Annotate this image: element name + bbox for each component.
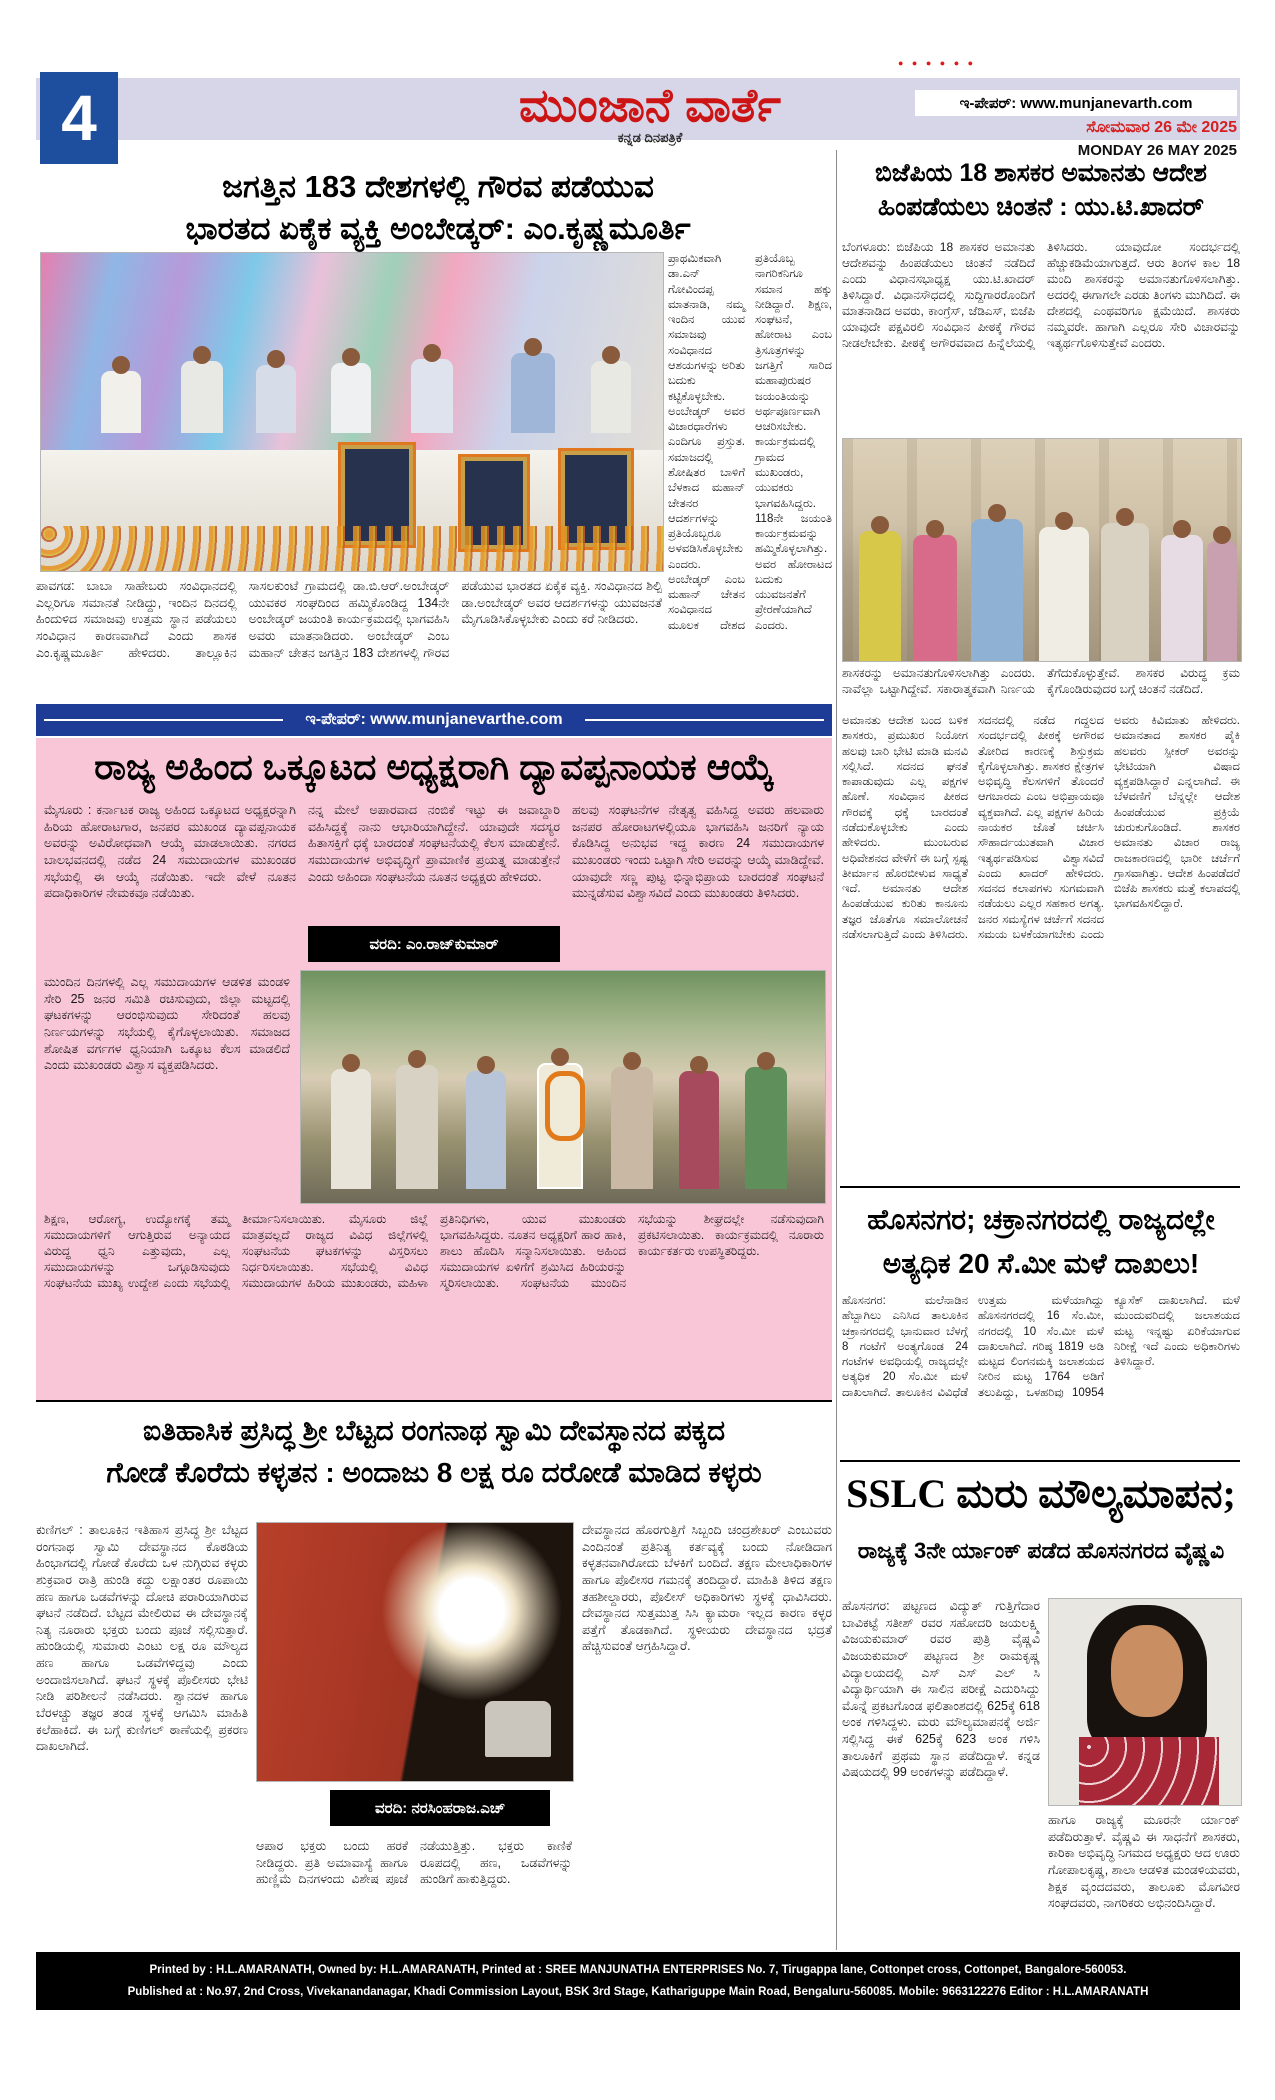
ahinda-top-columns <box>44 802 824 962</box>
masthead-subtitle: ಕನ್ನಡ ದಿನಪತ್ರಿಕೆ <box>617 130 683 145</box>
ahinda-side-column: ಮುಂದಿನ ದಿನಗಳಲ್ಲಿ ಎಲ್ಲ ಸಮುದಾಯಗಳ ಆಡಳಿತ ಮಂಡಳಿ ಸೇರಿ 25 ಜನರ ಸಮಿತಿ ರಚಿಸುವುದು, ಜಿಲ್ಲಾ ಮಟ್ಟದಲ್ಲಿ ಘಟಕಗಳನ್ನು ಆರಂಭಿಸುವುದು ಸೇರಿದಂತೆ ಹಲವು ನಿರ್ಣಯಗಳನ್ನು ಸಭೆಯಲ್ಲಿ ಕೈಗೊಳ್ಳಲಾಯಿತು. ಸಮಾಜದ ಶೋಷಿತ ವರ್ಗಗಳ ಧ್ವನಿಯಾಗಿ ಒಕ್ಕೂಟ ಕೆಲಸ ಮಾಡಲಿದೆ ಎಂದು ಮುಖಂಡರು ವಿಶ್ವಾಸ ವ್ಯಕ್ತಪಡಿಸಿದರು. <box>44 975 290 1073</box>
person-figure <box>859 531 901 661</box>
theft-col1: ಕುಣಿಗಲ್ : ತಾಲೂಕಿನ ಇತಿಹಾಸ ಪ್ರಸಿದ್ಧ ಶ್ರೀ ಬೆಟ್ಟದ ರಂಗನಾಥ ಸ್ವಾಮಿ ದೇವಸ್ಥಾನದ ಕೊಠಡಿಯ ಹಿಂಭಾಗದಲ್ಲಿ ಗೋಡೆ ಕೊರೆದು ಒಳ ನುಗ್ಗಿರುವ ಕಳ್ಳರು ಶುಕ್ರವಾರ ರಾತ್ರಿ ಹುಂಡಿ ಕದ್ದು ಲಕ್ಷಾಂತರ ರೂಪಾಯಿ ಹಣ ಹಾಗೂ ಒಡವೆಗಳನ್ನು ದೋಚಿ ಪರಾರಿಯಾಗಿರುವ ಘಟನೆ ನಡೆದಿದೆ. ಬೆಟ್ಟದ ಮೇಲಿರುವ ಈ ದೇವಸ್ಥಾನಕ್ಕೆ ನಿತ್ಯ ನೂರಾರು ಭಕ್ತರು ಬಂದು ಪೂಜೆ ಸಲ್ಲಿಸುತ್ತಾರೆ. ಹುಂಡಿಯಲ್ಲಿ ಸುಮಾರು ಎಂಟು ಲಕ್ಷ ರೂ ಮೌಲ್ಯದ ಹಣ ಹಾಗೂ ಒಡವೆಗಳಿದ್ದವು ಎಂದು ಅಂದಾಜಿಸಲಾಗಿದೆ. ಘಟನೆ ಸ್ಥಳಕ್ಕೆ ಪೊಲೀಸರು ಭೇಟಿ ನೀಡಿ ಪರಿಶೀಲನೆ ನಡೆಸಿದರು. ಶ್ವಾನದಳ ಹಾಗೂ ಬೆರಳಚ್ಚು ತಜ್ಞರ ತಂಡ ಸ್ಥಳಕ್ಕೆ ಆಗಮಿಸಿ ಮಾಹಿತಿ ಕಲೆಹಾಕಿದೆ. ಈ ಬಗ್ಗೆ ಕುಣಿಗಲ್ ಠಾಣೆಯಲ್ಲಿ ಪ್ರಕರಣ ದಾಖಲಾಗಿದೆ. <box>36 1523 248 1754</box>
date-kannada: ಸೋಮವಾರ 26 ಮೇ 2025 <box>1086 119 1237 136</box>
rain-body-columns: ಹೊಸನಗರ: ಮಲೆನಾಡಿನ ಹೆಬ್ಬಾಗಿಲು ಎನಿಸಿದ ತಾಲೂಕಿನ ಚಕ್ರಾನಗರದಲ್ಲಿ ಭಾನುವಾರ ಬೆಳಗ್ಗೆ 8 ಗಂಟೆಗೆ ಅಂತ್ಯಗೊಂಡ 24 ಗಂಟೆಗಳ ಅವಧಿಯಲ್ಲಿ ರಾಜ್ಯದಲ್ಲೇ ಅತ್ಯಧಿಕ 20 ಸೆಂ.ಮೀ ಮಳೆ ದಾಖಲಾಗಿದೆ. ತಾಲೂಕಿನ ವಿವಿಧೆಡೆ ಉತ್ತಮ ಮಳೆಯಾಗಿದ್ದು ಹೊಸನಗರದಲ್ಲಿ 16 ಸೆಂ.ಮೀ, ನಗರದಲ್ಲಿ 10 ಸೆಂ.ಮೀ ಮಳೆ ದಾಖಲಾಗಿದೆ. ಗರಿಷ್ಠ 1819 ಅಡಿ ಮಟ್ಟದ ಲಿಂಗನಮಕ್ಕಿ ಜಲಾಶಯದ ನೀರಿನ ಮಟ್ಟ 1764 ಅಡಿಗೆ ತಲುಪಿದ್ದು, ಒಳಹರಿವು 10954 ಕ್ಯೂಸೆಕ್ ದಾಖಲಾಗಿದೆ. ಮಳೆ ಮುಂದುವರಿದಲ್ಲಿ ಜಲಾಶಯದ ಮಟ್ಟ ಇನ್ನಷ್ಟು ಏರಿಕೆಯಾಗುವ ನಿರೀಕ್ಷೆ ಇದೆ ಎಂದು ಅಧಿಕಾರಿಗಳು ತಿಳಿಸಿದ್ದಾರೆ. <box>842 1295 1240 1399</box>
bjp-headline-line2: ಹಿಂಪಡೆಯಲು ಚಿಂತನೆ : ಯು.ಟಿ.ಖಾದರ್ <box>878 193 1204 221</box>
flower-garland-strip <box>41 526 663 571</box>
person-figure <box>1161 535 1203 661</box>
person-figure <box>411 359 453 433</box>
ahinda-article-block <box>36 738 832 1400</box>
person-figure <box>913 535 957 661</box>
sslc-below-photo-text: ಹಾಗೂ ರಾಜ್ಯಕ್ಕೆ ಮೂರನೇ ರ್ಯಾಂಕ್ ಪಡೆದಿರುತ್ತಾಳೆ. ವೈಷ್ಣವಿ ಈ ಸಾಧನೆಗೆ ಶಾಸಕರು, ಕಾರಿಕಾ ಅಭಿವೃದ್ಧಿ ನಿಗಮದ ಅಧ್ಯಕ್ಷರು ಆದ ಊರು ಗೋಪಾಲಕೃಷ್ಣ, ಶಾಲಾ ಆಡಳಿತ ಮಂಡಳಿಯವರು, ಶಿಕ್ಷಕ ವೃಂದದವರು, ತಾಲೂಕು ಮೊಗವೀರ ಸಂಘದವರು, ನಾಗರಿಕರು ಅಭಿನಂದಿಸಿದ್ದಾರೆ. <box>1048 1813 1240 1911</box>
ahinda-headline: ರಾಜ್ಯ ಅಹಿಂದ ಒಕ್ಕೂಟದ ಅಧ್ಯಕ್ಷರಾಗಿ ದ್ಯಾವಪ್ಪನಾಯಕ ಆಯ್ಕೆ <box>94 746 774 787</box>
imprint-line2: Published at : No.97, 2nd Cross, Vivekanandanagar, Khadi Commission Layout, BSK 3rd Stage, Kathariguppe Main Road, Bengaluru-560085. Mobile: 9663122276 Editor : H.L.AMARANATH <box>127 1986 1149 1998</box>
sslc-headline: SSLC ಮರು ಮೌಲ್ಯಮಾಪನ; <box>846 1471 1236 1516</box>
page-number: 4 <box>40 72 118 164</box>
person-figure <box>1039 527 1089 661</box>
rain-headline-line1: ಹೊಸನಗರ; ಚಕ್ರಾನಗರದಲ್ಲಿ ರಾಜ್ಯದಲ್ಲೇ <box>867 1204 1215 1235</box>
theft-report-byline: ವರದಿ: ನರಸಿಂಹರಾಜ.ಎಚ್ <box>330 1790 550 1826</box>
epaper-url-label: ಇ-ಪೇಪರ್: www.munjanevarth.com <box>915 90 1237 116</box>
person-figure <box>256 365 296 433</box>
bjp-headline-line1: ಬಿಜೆಪಿಯ 18 ಶಾಸಕರ ಅಮಾನತು ಆದೇಶ <box>875 159 1207 187</box>
person-figure <box>101 371 141 433</box>
section-divider <box>840 1186 1240 1188</box>
person-figure <box>511 353 555 433</box>
banner-epaper-url: ಇ-ಪೇಪರ್: www.munjanevarthe.com <box>305 711 563 728</box>
ambedkar-event-photo <box>40 252 664 572</box>
theft-mid-text: ಆಪಾರ ಭಕ್ತರು ಬಂದು ಹರಕೆ ನೀಡಿದ್ದರು. ಪ್ರತಿ ಅಮಾವಾಸ್ಯೆ ಹಾಗೂ ಹುಣ್ಣಿಮೆ ದಿನಗಳಂದು ವಿಶೇಷ ಪೂಜೆ ನಡೆಯುತ್ತಿತ್ತು. ಭಕ್ತರು ಕಾಣಿಕೆ ರೂಪದಲ್ಲಿ ಹಣ, ಒಡವೆಗಳನ್ನು ಹುಂಡಿಗೆ ಹಾಕುತ್ತಿದ್ದರು. <box>256 1839 572 1887</box>
face <box>1111 1625 1183 1717</box>
garland <box>545 1071 585 1141</box>
person-figure <box>591 361 631 433</box>
theft-headline-line2: ಗೋಡೆ ಕೊರೆದು ಕಳ್ಳತನ : ಅಂದಾಜು 8 ಲಕ್ಷ ರೂ ದರೋಡೆ ಮಾಡಿದ ಕಳ್ಳರು <box>106 1457 762 1488</box>
ahinda-bottom-columns: ಶಿಕ್ಷಣ, ಆರೋಗ್ಯ, ಉದ್ಯೋಗಕ್ಕೆ ತಮ್ಮ ಸಮುದಾಯಗಳಿಗೆ ಆಗುತ್ತಿರುವ ಅನ್ಯಾಯದ ವಿರುದ್ಧ ಧ್ವನಿ ಎತ್ತುವುದು, ಎಲ್ಲ ಸಮುದಾಯಗಳನ್ನು ಒಗ್ಗೂಡಿಸುವುದು ಸಂಘಟನೆಯ ಮುಖ್ಯ ಉದ್ದೇಶ ಎಂದು ಸಭೆಯಲ್ಲಿ ತೀರ್ಮಾನಿಸಲಾಯಿತು. ಮೈಸೂರು ಜಿಲ್ಲೆ ಮಾತ್ರವಲ್ಲದೆ ರಾಜ್ಯದ ವಿವಿಧ ಜಿಲ್ಲೆಗಳಲ್ಲಿ ಸಂಘಟನೆಯ ಘಟಕಗಳನ್ನು ವಿಸ್ತರಿಸಲು ನಿರ್ಧರಿಸಲಾಯಿತು. ಸಭೆಯಲ್ಲಿ ವಿವಿಧ ಸಮುದಾಯಗಳ ಹಿರಿಯ ಮುಖಂಡರು, ಮಹಿಳಾ ಪ್ರತಿನಿಧಿಗಳು, ಯುವ ಮುಖಂಡರು ಭಾಗವಹಿಸಿದ್ದರು. ನೂತನ ಅಧ್ಯಕ್ಷರಿಗೆ ಹಾರ ಹಾಕಿ, ಶಾಲು ಹೊದಿಸಿ ಸನ್ಮಾನಿಸಲಾಯಿತು. ಅಹಿಂದ ಸಮುದಾಯಗಳ ಏಳಿಗೆಗೆ ಶ್ರಮಿಸಿದ ಹಿರಿಯರನ್ನು ಸ್ಮರಿಸಲಾಯಿತು. ಸಂಘಟನೆಯ ಮುಂದಿನ ಸಭೆಯನ್ನು ಶೀಘ್ರದಲ್ಲೇ ನಡೆಸುವುದಾಗಿ ಪ್ರಕಟಿಸಲಾಯಿತು. ಕಾರ್ಯಕ್ರಮದಲ್ಲಿ ನೂರಾರು ಕಾರ್ಯಕರ್ತರು ಉಪಸ್ಥಿತರಿದ್ದರು. <box>44 1212 824 1290</box>
person-figure <box>1207 541 1237 661</box>
theft-col3: ದೇವಸ್ಥಾನದ ಹೊರಗುತ್ತಿಗೆ ಸಿಬ್ಬಂದಿ ಚಂದ್ರಶೇಖರ್ ಎಂಬುವರು ಎಂದಿನಂತೆ ಪ್ರತಿನಿತ್ಯ ಕರ್ತವ್ಯಕ್ಕೆ ಬಂದು ನೋಡಿದಾಗ ಕಳ್ಳತನವಾಗಿರೋದು ಬೆಳಕಿಗೆ ಬಂದಿದೆ. ತಕ್ಷಣ ಮೇಲಾಧಿಕಾರಿಗಳ ಹಾಗೂ ಪೊಲೀಸರ ಗಮನಕ್ಕೆ ತಂದಿದ್ದಾರೆ. ಮಾಹಿತಿ ತಿಳಿದ ತಕ್ಷಣ ತಹಶೀಲ್ದಾರರು, ಪೊಲೀಸ್ ಅಧಿಕಾರಿಗಳು ಸ್ಥಳಕ್ಕೆ ಧಾವಿಸಿದರು. ದೇವಸ್ಥಾನದ ಸುತ್ತಮುತ್ತ ಸಿಸಿ ಕ್ಯಾಮರಾ ಇಲ್ಲದ ಕಾರಣ ಕಳ್ಳರ ಪತ್ತೆಗೆ ತೊಡಕಾಗಿದೆ. ಸ್ಥಳೀಯರು ದೇವಸ್ಥಾನದ ಭದ್ರತೆ ಹೆಚ್ಚಿಸುವಂತೆ ಆಗ್ರಹಿಸಿದ್ದಾರೆ. <box>582 1523 832 1654</box>
theft-headline-line1: ಐತಿಹಾಸಿಕ ಪ್ರಸಿದ್ಧ ಶ್ರೀ ಬೆಟ್ಟದ ರಂಗನಾಥ ಸ್ವಾಮಿ ದೇವಸ್ಥಾನದ ಪಕ್ಕದ <box>142 1415 726 1446</box>
epaper-banner <box>36 704 832 736</box>
person-figure <box>1101 523 1149 661</box>
bjp-body-columns: ಅಮಾನತು ಆದೇಶ ಬಂದ ಬಳಿಕ ಶಾಸಕರು, ಪ್ರಮುಖರ ನಿಯೋಗ ಹಲವು ಬಾರಿ ಭೇಟಿ ಮಾಡಿ ಮನವಿ ಸಲ್ಲಿಸಿದೆ. ಸದನದ ಘನತೆ ಕಾಪಾಡುವುದು ಎಲ್ಲ ಪಕ್ಷಗಳ ಹೊಣೆ. ಸಂವಿಧಾನ ಪೀಠದ ಗೌರವಕ್ಕೆ ಧಕ್ಕೆ ಬಾರದಂತೆ ನಡೆದುಕೊಳ್ಳಬೇಕು ಎಂದು ಹೇಳಿದರು. ಮುಂಬರುವ ಅಧಿವೇಶನದ ವೇಳೆಗೆ ಈ ಬಗ್ಗೆ ಸ್ಪಷ್ಟ ತೀರ್ಮಾನ ಹೊರಬೀಳುವ ಸಾಧ್ಯತೆ ಇದೆ. ಅಮಾನತು ಆದೇಶ ಹಿಂಪಡೆಯುವ ಕುರಿತು ಕಾನೂನು ತಜ್ಞರ ಜೊತೆಗೂ ಸಮಾಲೋಚನೆ ನಡೆಸಲಾಗುತ್ತಿದೆ ಎಂದು ತಿಳಿಸಿದರು. ಸದನದಲ್ಲಿ ನಡೆದ ಗದ್ದಲದ ಸಂದರ್ಭದಲ್ಲಿ ಪೀಠಕ್ಕೆ ಅಗೌರವ ತೋರಿದ ಕಾರಣಕ್ಕೆ ಶಿಸ್ತುಕ್ರಮ ಕೈಗೊಳ್ಳಲಾಗಿತ್ತು. ಶಾಸಕರ ಕ್ಷೇತ್ರಗಳ ಅಭಿವೃದ್ಧಿ ಕೆಲಸಗಳಿಗೆ ತೊಂದರೆ ಆಗಬಾರದು ಎಂಬ ಅಭಿಪ್ರಾಯವೂ ವ್ಯಕ್ತವಾಗಿದೆ. ಎಲ್ಲ ಪಕ್ಷಗಳ ಹಿರಿಯ ನಾಯಕರ ಜೊತೆ ಚರ್ಚಿಸಿ ಸೌಹಾರ್ದಯುತವಾಗಿ ವಿಚಾರ ಇತ್ಯರ್ಥಪಡಿಸುವ ವಿಶ್ವಾಸವಿದೆ ಎಂದು ಖಾದರ್ ಹೇಳಿದರು. ಸದನದ ಕಲಾಪಗಳು ಸುಗಮವಾಗಿ ನಡೆಯಲು ಎಲ್ಲರ ಸಹಕಾರ ಅಗತ್ಯ. ಜನರ ಸಮಸ್ಯೆಗಳ ಚರ್ಚೆಗೆ ಸದನದ ಸಮಯ ಬಳಕೆಯಾಗಬೇಕು ಎಂದು ಅವರು ಕಿವಿಮಾತು ಹೇಳಿದರು. ಅಮಾನತಾದ ಶಾಸಕರ ಪೈಕಿ ಹಲವರು ಸ್ಪೀಕರ್ ಅವರನ್ನು ಭೇಟಿಯಾಗಿ ವಿಷಾದ ವ್ಯಕ್ತಪಡಿಸಿದ್ದಾರೆ ಎನ್ನಲಾಗಿದೆ. ಈ ಬೆಳವಣಿಗೆ ಬೆನ್ನಲ್ಲೇ ಆದೇಶ ಹಿಂಪಡೆಯುವ ಪ್ರಕ್ರಿಯೆ ಚುರುಕುಗೊಂಡಿದೆ. ಶಾಸಕರ ಅಮಾನತು ವಿಚಾರ ರಾಜ್ಯ ರಾಜಕಾರಣದಲ್ಲಿ ಭಾರೀ ಚರ್ಚೆಗೆ ಗ್ರಾಸವಾಗಿತ್ತು. ಆದೇಶ ಹಿಂಪಡೆದರೆ ಬಿಜೆಪಿ ಶಾಸಕರು ಮತ್ತೆ ಕಲಾಪದಲ್ಲಿ ಭಾಗವಹಿಸಲಿದ್ದಾರೆ. <box>842 715 1240 941</box>
person-figure <box>466 1071 506 1189</box>
ambedkar-body-columns: ಪಾವಗಡ: ಬಾಬಾ ಸಾಹೇಬರು ಸಂವಿಧಾನದಲ್ಲಿ ಎಲ್ಲರಿಗೂ ಸಮಾನತೆ ನೀಡಿದ್ದು, ಇಂದಿನ ದಿನದಲ್ಲಿ ಹಿಂದುಳಿದ ಸಮಾಜವು ಉತ್ತಮ ಸ್ಥಾನ ಪಡೆಯಲು ಸಂವಿಧಾನ ಕಾರಣವಾಗಿದೆ ಎಂದು ಶಾಸಕ ಎಂ.ಕೃಷ್ಣಮೂರ್ತಿ ಹೇಳಿದರು. ತಾಲ್ಲೂಕಿನ ಸಾಸಲಕುಂಟೆ ಗ್ರಾಮದಲ್ಲಿ ಡಾ.ಬಿ.ಆರ್.ಅಂಬೇಡ್ಕರ್ ಯುವಕರ ಸಂಘದಿಂದ ಹಮ್ಮಿಕೊಂಡಿದ್ದ 134ನೇ ಅಂಬೇಡ್ಕರ್ ಜಯಂತಿ ಕಾರ್ಯಕ್ರಮದಲ್ಲಿ ಭಾಗವಹಿಸಿ ಅವರು ಮಾತನಾಡಿದರು. ಅಂಬೇಡ್ಕರ್ ಎಂಬ ಮಹಾನ್ ಚೇತನ ಜಗತ್ತಿನ 183 ದೇಶಗಳಲ್ಲಿ ಗೌರವ ಪಡೆಯುವ ಭಾರತದ ಏಕೈಕ ವ್ಯಕ್ತಿ. ಸಂವಿಧಾನದ ಶಿಲ್ಪಿ ಡಾ.ಅಂಬೇಡ್ಕರ್ ಅವರ ಆದರ್ಶಗಳನ್ನು ಯುವಜನತೆ ಮೈಗೂಡಿಸಿಕೊಳ್ಳಬೇಕು ಎಂದು ಕರೆ ನೀಡಿದರು. <box>36 579 662 660</box>
ambedkar-side-columns: ಪ್ರಾಥಮಿಕವಾಗಿ ಡಾ.ಎನ್ ಗೋವಿಂದಪ್ಪ ಮಾತನಾಡಿ, ನಮ್ಮ ಇಂದಿನ ಯುವ ಸಮಾಜವು ಸಂವಿಧಾನದ ಆಶಯಗಳನ್ನು ಅರಿತು ಬದುಕು ಕಟ್ಟಿಕೊಳ್ಳಬೇಕು. ಅಂಬೇಡ್ಕರ್ ಅವರ ವಿಚಾರಧಾರೆಗಳು ಎಂದಿಗೂ ಪ್ರಸ್ತುತ. ಸಮಾಜದಲ್ಲಿ ಶೋಷಿತರ ಬಾಳಿಗೆ ಬೆಳಕಾದ ಮಹಾನ್ ಚೇತನರ ಆದರ್ಶಗಳನ್ನು ಪ್ರತಿಯೊಬ್ಬರೂ ಅಳವಡಿಸಿಕೊಳ್ಳಬೇಕು ಎಂದರು. ಅಂಬೇಡ್ಕರ್ ಎಂಬ ಮಹಾನ್ ಚೇತನ ಸಂವಿಧಾನದ ಮೂಲಕ ದೇಶದ ಪ್ರತಿಯೊಬ್ಬ ನಾಗರಿಕನಿಗೂ ಸಮಾನ ಹಕ್ಕು ನೀಡಿದ್ದಾರೆ. ಶಿಕ್ಷಣ, ಸಂಘಟನೆ, ಹೋರಾಟ ಎಂಬ ತ್ರಿಸೂತ್ರಗಳನ್ನು ಜಗತ್ತಿಗೆ ಸಾರಿದ ಮಹಾಪುರುಷರ ಜಯಂತಿಯನ್ನು ಅರ್ಥಪೂರ್ಣವಾಗಿ ಆಚರಿಸಬೇಕು. ಕಾರ್ಯಕ್ರಮದಲ್ಲಿ ಗ್ರಾಮದ ಮುಖಂಡರು, ಯುವಕರು ಭಾಗವಹಿಸಿದ್ದರು. 118ನೇ ಜಯಂತಿ ಕಾರ್ಯಕ್ರಮವನ್ನು ಹಮ್ಮಿಕೊಳ್ಳಲಾಗಿತ್ತು. ಅವರ ಹೋರಾಟದ ಬದುಕು ಯುವಜನತೆಗೆ ಪ್ರೇರಣೆಯಾಗಿದೆ ಎಂದರು. <box>668 253 832 632</box>
person-figure <box>331 1069 371 1189</box>
vaishnavi-portrait-photo <box>1048 1598 1242 1806</box>
banner-line-right <box>585 719 824 721</box>
person-figure <box>971 519 1023 661</box>
imprint-footer <box>36 1952 1240 2010</box>
rain-headline-line2: ಅತ್ಯಧಿಕ 20 ಸೆ.ಮೀ ಮಳೆ ದಾಖಲು! <box>882 1248 1200 1279</box>
dress-floral-pattern <box>1079 1737 1219 1805</box>
masthead-title: ಮುಂಜಾನೆ ವಾರ್ತೆ <box>519 79 781 131</box>
ambedkar-headline-line1: ಜಗತ್ತಿನ 183 ದೇಶಗಳಲ್ಲಿ ಗೌರವ ಪಡೆಯುವ <box>222 169 654 204</box>
banner-line-left <box>44 719 283 721</box>
bjp-intro-columns: ಬೆಂಗಳೂರು: ಬಿಜೆಪಿಯ 18 ಶಾಸಕರ ಅಮಾನತು ಆದೇಶವನ್ನು ಹಿಂಪಡೆಯಲು ಚಿಂತನೆ ನಡೆದಿದೆ ಎಂದು ವಿಧಾನಸಭಾಧ್ಯಕ್ಷ ಯು.ಟಿ.ಖಾದರ್ ತಿಳಿಸಿದ್ದಾರೆ. ವಿಧಾನಸೌಧದಲ್ಲಿ ಸುದ್ದಿಗಾರರೊಂದಿಗೆ ಮಾತನಾಡಿದ ಅವರು, ಕಾಂಗ್ರೆಸ್, ಜೆಡಿಎಸ್, ಬಿಜೆಪಿ ಯಾವುದೇ ಪಕ್ಷವಿರಲಿ ಸಂವಿಧಾನ ಪೀಠಕ್ಕೆ ಗೌರವ ನೀಡಲೇಬೇಕು. ಪೀಠಕ್ಕೆ ಅಗೌರವವಾದ ಹಿನ್ನೆಲೆಯಲ್ಲಿ ತಿಳಿಸಿದರು. ಯಾವುದೋ ಸಂದರ್ಭದಲ್ಲಿ ಹೆಚ್ಚುಕಡಿಮೆಯಾಗುತ್ತದೆ. ಆರು ತಿಂಗಳ ಕಾಲ 18 ಮಂದಿ ಶಾಸಕರನ್ನು ಅಮಾನತುಗೊಳಿಸಲಾಗಿತ್ತು. ಅದರಲ್ಲಿ ಈಗಾಗಲೇ ಎರಡು ತಿಂಗಳು ಮುಗಿದಿದೆ. ಈ ದೇಶದಲ್ಲಿ ಎಂಥವರಿಗೂ ಕ್ಷಮೆಯಿದೆ. ಶಾಸಕರು ನಮ್ಮವರೇ. ಹಾಗಾಗಿ ಎಲ್ಲರೂ ಸೇರಿ ವಿಚಾರವನ್ನು ಇತ್ಯರ್ಥಗೊಳಿಸುತ್ತೇವೆ ಎಂದರು. <box>842 240 1240 350</box>
person-figure <box>611 1067 653 1189</box>
plastic-chair <box>485 1701 551 1757</box>
ahinda-col2-wrap <box>308 802 560 962</box>
person-figure <box>331 363 371 433</box>
person-figure <box>679 1071 719 1189</box>
person-figure <box>181 361 223 433</box>
sslc-col1: ಹೊಸನಗರ: ಪಟ್ಟಣದ ವಿದ್ಯುತ್ ಗುತ್ತಿಗೆದಾರ ಬಾವಿಕಟ್ಟೆ ಸತೀಶ್ ರವರ ಸಹೋದರಿ ಜಯಲಕ್ಷ್ಮಿ ವಿಜಯಕುಮಾರ್ ರವರ ಪುತ್ರಿ ವೈಷ್ಣವಿ ವಿಜಯಕುಮಾರ್ ಪಟ್ಟಣದ ಶ್ರೀ ರಾಮಕೃಷ್ಣ ವಿದ್ಯಾಲಯದಲ್ಲಿ ಎಸ್ ಎಸ್ ಎಲ್ ಸಿ ವಿದ್ಯಾರ್ಥಿಯಾಗಿ ಈ ಸಾಲಿನ ಪರೀಕ್ಷೆ ಎದುರಿಸಿದ್ದು ಮೊನ್ನೆ ಪ್ರಕಟಗೊಂಡ ಫಲಿತಾಂಶದಲ್ಲಿ 625ಕ್ಕೆ 618 ಅಂಕ ಗಳಿಸಿದ್ದಳು. ಮರು ಮೌಲ್ಯಮಾಪನಕ್ಕೆ ಅರ್ಜಿ ಸಲ್ಲಿಸಿದ್ದ ಈಕೆ 625ಕ್ಕೆ 623 ಅಂಕ ಗಳಿಸಿ ತಾಲೂಕಿಗೆ ಪ್ರಥಮ ಸ್ಥಾನ ಪಡೆದಿದ್ದಾಳೆ. ಕನ್ನಡ ವಿಷಯದಲ್ಲಿ 99 ಅಂಕಗಳನ್ನು ಪಡೆದಿದ್ದಾಳೆ. <box>842 1599 1040 1780</box>
ahinda-col2: ನನ್ನ ಮೇಲೆ ಅಪಾರವಾದ ನಂಬಿಕೆ ಇಟ್ಟು ಈ ಜವಾಬ್ದಾರಿ ವಹಿಸಿದ್ದಕ್ಕೆ ನಾನು ಆಭಾರಿಯಾಗಿದ್ದೇನೆ. ಯಾವುದೇ ಸದಸ್ಯರ ಹಿತಾಸಕ್ತಿಗೆ ಧಕ್ಕೆ ಬಾರದಂತೆ ಸಂಘಟನೆಯಲ್ಲಿ ಕೆಲಸ ಮಾಡುತ್ತೇನೆ. ಸಮುದಾಯಗಳ ಅಭಿವೃದ್ಧಿಗೆ ಪ್ರಾಮಾಣಿಕ ಪ್ರಯತ್ನ ಮಾಡುತ್ತೇನೆ ಎಂದು ಅಹಿಂದಾ ಸಂಘಟನೆಯ ನೂತನ ಅಧ್ಯಕ್ಷರು ಹೇಳಿದರು. <box>308 803 560 884</box>
bjp-group-photo <box>842 438 1242 662</box>
imprint-line1: Printed by : H.L.AMARANATH, Owned by: H.L.AMARANATH, Printed at : SREE MANJUNATHA ENTERPRISES No. 7, Tirugappa lane, Cottonpet cross, Cottonpet, Bangalore-560053. <box>149 1963 1127 1976</box>
ahinda-group-photo <box>300 970 826 1204</box>
section-divider <box>36 1400 832 1402</box>
masthead-dots-decoration: ● ● ● ● ● ● <box>898 58 977 68</box>
person-figure <box>745 1067 787 1189</box>
column-rule <box>836 150 837 1950</box>
person-figure <box>396 1065 438 1189</box>
ambedkar-headline-line2: ಭಾರತದ ಏಕೈಕ ವ್ಯಕ್ತಿ ಅಂಬೇಡ್ಕರ್: ಎಂ.ಕೃಷ್ಣಮೂರ್ತಿ <box>185 211 691 246</box>
bjp-caption-columns: ಶಾಸಕರನ್ನು ಅಮಾನತುಗೊಳಿಸಲಾಗಿತ್ತು ಎಂದರು. ನಾವೆಲ್ಲಾ ಒಟ್ಟಾಗಿದ್ದೇವೆ. ಸಕಾರಾತ್ಮಕವಾಗಿ ನಿರ್ಣಯ ತೆಗೆದುಕೊಳ್ಳುತ್ತೇವೆ. ಶಾಸಕರ ವಿರುದ್ಧ ಕ್ರಮ ಕೈಗೊಂಡಿರುವುದರ ಬಗ್ಗೆ ಚಿಂತನೆ ನಡೆದಿದೆ. <box>842 666 1240 696</box>
ahinda-report-byline: ವರದಿ: ಎಂ.ರಾಜ್‌ಕುಮಾರ್ <box>308 926 560 962</box>
sslc-subhead: ರಾಜ್ಯಕ್ಕೆ 3ನೇ ರ್ಯಾಂಕ್ ಪಡೆದ ಹೊಸನಗರದ ವೈಷ್ಣವಿ <box>857 1538 1225 1563</box>
section-divider <box>840 1460 1240 1462</box>
ahinda-col3: ಹಲವು ಸಂಘಟನೆಗಳ ನೇತೃತ್ವ ವಹಿಸಿದ್ದ ಅವರು ಹಲವಾರು ಜನಪರ ಹೋರಾಟಗಳಲ್ಲಿಯೂ ಭಾಗವಹಿಸಿ ಜನರಿಗೆ ನ್ಯಾಯ ಕೊಡಿಸಿದ್ದ ಅನುಭವ ಇದ್ದ ಕಾರಣ 24 ಸಮುದಾಯಗಳ ಮುಖಂಡರು ಇಂದು ಒಟ್ಟಾಗಿ ಸೇರಿ ಅವರನ್ನು ಆಯ್ಕೆ ಮಾಡಿದ್ದೇವೆ. ಯಾವುದೇ ಸಣ್ಣ ಪುಟ್ಟ ಭಿನ್ನಾಭಿಪ್ರಾಯ ಬಾರದಂತೆ ಸಂಘಟನೆ ಮುನ್ನಡೆಸುವ ವಿಶ್ವಾಸವಿದೆ ಎಂದು ಮುಖಂಡರು ತಿಳಿಸಿದರು. <box>572 803 824 901</box>
theft-wall-hole-photo <box>256 1522 574 1782</box>
ahinda-col1: ಮೈಸೂರು : ಕರ್ನಾಟಕ ರಾಜ್ಯ ಅಹಿಂದ ಒಕ್ಕೂಟದ ಅಧ್ಯಕ್ಷರನ್ನಾಗಿ ಹಿರಿಯ ಹೋರಾಟಗಾರ, ಜನಪರ ಮುಖಂಡ ದ್ಯಾವಪ್ಪನಾಯಕ ಅವರನ್ನು ಅವಿರೋಧವಾಗಿ ಆಯ್ಕೆ ಮಾಡಲಾಯಿತು. ನಗರದ ಬಾಲಭವನದಲ್ಲಿ ನಡೆದ 24 ಸಮುದಾಯಗಳ ಮುಖಂಡರ ಸಭೆಯಲ್ಲಿ ಈ ಆಯ್ಕೆ ನಡೆಯಿತು. ಇದೇ ವೇಳೆ ನೂತನ ಪದಾಧಿಕಾರಿಗಳ ನೇಮಕವೂ ನಡೆಯಿತು. <box>44 803 296 901</box>
date-english: MONDAY 26 MAY 2025 <box>1077 142 1237 159</box>
